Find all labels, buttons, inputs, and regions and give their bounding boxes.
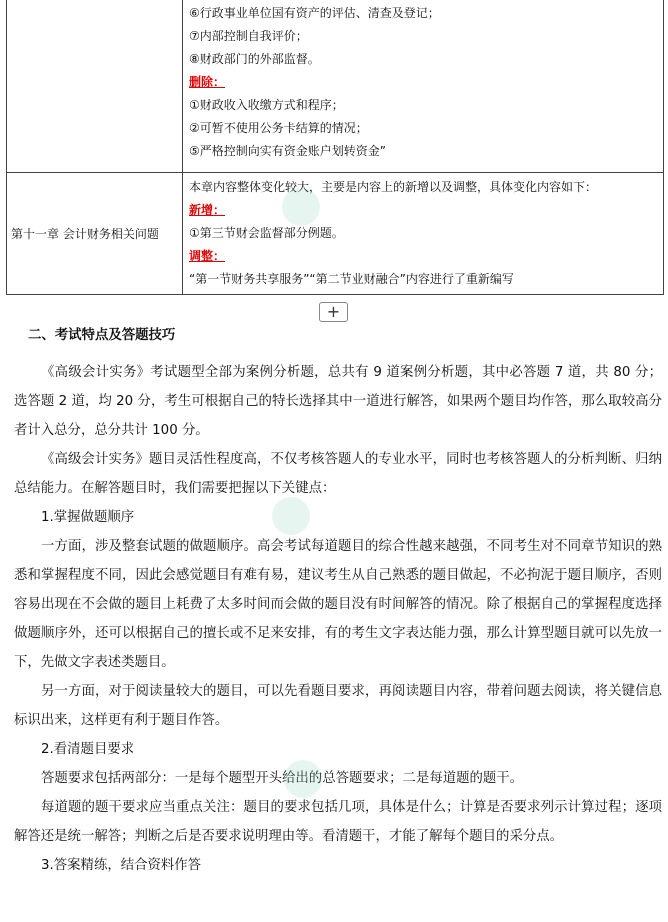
list-item: ⑤严格控制向实有资金账户划转资金” (189, 144, 386, 158)
deleted-label: 删除： (189, 75, 226, 89)
list-item: ⑥行政事业单位国有资产的评估、清查及登记； (189, 6, 440, 20)
watermark-logo-icon (284, 760, 322, 798)
paragraph: 《高级会计实务》考试题型全部为案例分析题，总共有 9 道案例分析题，其中必答题 7 道，共 80 分；选答题 2 道，均 20 分，考生可根据自己的特长选择其中一道进行解答，如果两个题目均作答，那么取较高分者计入总分，总分共计 100 分。 (14, 365, 662, 438)
paragraph: 《高级会计实务》题目灵活性程度高，不仅考核答题人的专业水平，同时也考核答题人的分析判断、归纳总结能力。在解答题目时，我们需要把握以下关键点： (14, 452, 662, 496)
watermark-logo-icon (282, 188, 320, 226)
subheading: 2.看清题目要求 (41, 742, 135, 757)
paragraph: 一方面，涉及整套试题的做题顺序。高会考试每道题目的综合性越来越强，不同考生对不同章节知识的熟悉和掌握程度不同，因此会感觉题目有难有易，建议考生从自己熟悉的题目做起，不必拘泥于题目顺序，否则容易出现在不会做的题目上耗费了太多时间而会做的题目没有时间解答的情况。除了根据自己的掌握程度选择做题顺序外，还可以根据自己的擅长或不足来安排，有的考生文字表达能力强，那么计算型题目就可以先放一下，先做文字表述类题目。 (14, 539, 662, 670)
table-row (7, 0, 663, 173)
change-content-cell (183, 0, 663, 172)
chapter-cell: 第十一章 会计财务相关问题 (7, 173, 183, 294)
list-item: “第一节财务共享服务”“第二节业财融合”内容进行了重新编写 (189, 272, 514, 286)
paragraph: 每道题的题干要求应当重点关注：题目的要求包括几项，具体是什么；计算是否要求列示计算过程；逐项解答还是统一解答；判断之后是否要求说明理由等。看清题干，才能了解每个题目的采分点。 (14, 800, 662, 844)
paragraph: 答题要求包括两部分：一是每个题型开头给出的总答题要求；二是每道题的题干。 (41, 771, 524, 786)
table-row (7, 173, 663, 295)
list-item: ⑧财政部门的外部监督。 (189, 52, 320, 66)
change-content-cell (183, 173, 663, 294)
subheading: 3.答案精练，结合资料作答 (41, 858, 202, 873)
new-label: 新增： (189, 203, 226, 217)
add-row-button[interactable]: + (319, 302, 348, 322)
section-title: 二、考试特点及答题技巧 (28, 328, 176, 343)
change-table (6, 0, 664, 295)
adjust-label: 调整： (189, 249, 226, 263)
list-item: ②可暂不使用公务卡结算的情况； (189, 121, 368, 135)
paragraph: 另一方面，对于阅读量较大的题目，可以先看题目要求，再阅读题目内容，带着问题去阅读，将关键信息标识出来，这样更有利于题目作答。 (14, 684, 662, 728)
list-item: ①财政收入收缴方式和程序； (189, 98, 344, 112)
chapter-cell-empty (7, 0, 183, 172)
change-intro: 本章内容整体变化较大，主要是内容上的新增以及调整，具体变化内容如下： (189, 180, 598, 194)
article-body (14, 322, 662, 880)
list-item: ①第三节财会监督部分例题。 (189, 226, 344, 240)
list-item: ⑦内部控制自我评价； (189, 29, 308, 43)
subheading: 1.掌握做题顺序 (41, 510, 135, 525)
watermark-logo-icon (272, 497, 310, 535)
